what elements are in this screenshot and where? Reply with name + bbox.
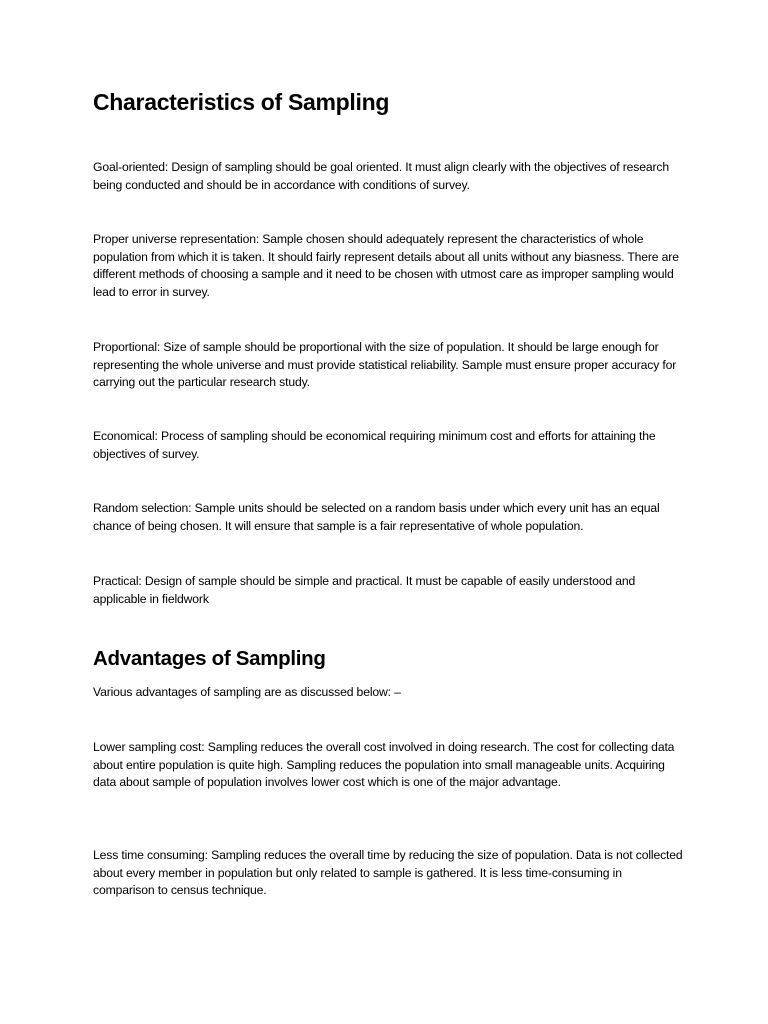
characteristics-heading: Characteristics of Sampling: [93, 89, 390, 115]
paragraph-proportional: Proportional: Size of sample should be proportional with the size of population. It should be large enough for representing the whole universe and must provide statistical reliability. Sample must ensure proper accuracy for carrying out the particular research study.: [93, 340, 677, 390]
paragraph-economical: Economical: Process of sampling should be economical requiring minimum cost and efforts for attaining the objectives of survey.: [93, 429, 656, 461]
paragraph-random-selection: Random selection: Sample units should be selected on a random basis under which every unit has an equal chance of being chosen. It will ensure that sample is a fair representative of whole population.: [93, 501, 660, 533]
paragraph-less-time: Less time consuming: Sampling reduces the overall time by reducing the size of population. Data is not collected about every member in population but only related to sample is gathered. It is less time-consuming in comparison to census technique.: [93, 848, 683, 898]
advantages-intro: Various advantages of sampling are as discussed below: –: [93, 685, 401, 699]
paragraph-goal-oriented: Goal-oriented: Design of sampling should be goal oriented. It must align clearly with the objectives of research being conducted and should be in accordance with conditions of survey.: [93, 160, 669, 192]
advantages-heading: Advantages of Sampling: [93, 647, 326, 670]
paragraph-practical: Practical: Design of sample should be simple and practical. It must be capable of easily understood and applicable in fieldwork: [93, 574, 636, 606]
paragraph-universe-representation: Proper universe representation: Sample chosen should adequately represent the characteristics of whole population from which it is taken. It should fairly represent details about all units without any biasness. There are different methods of choosing a sample and it need to be chosen with utmost care as improper sampling would lead to error in survey.: [93, 232, 679, 300]
paragraph-lower-cost: Lower sampling cost: Sampling reduces the overall cost involved in doing research. The cost for collecting data about entire population is quite high. Sampling reduces the population into small manageable units. Acquiring data about sample of population involves lower cost which is one of the major advantage.: [93, 740, 675, 790]
